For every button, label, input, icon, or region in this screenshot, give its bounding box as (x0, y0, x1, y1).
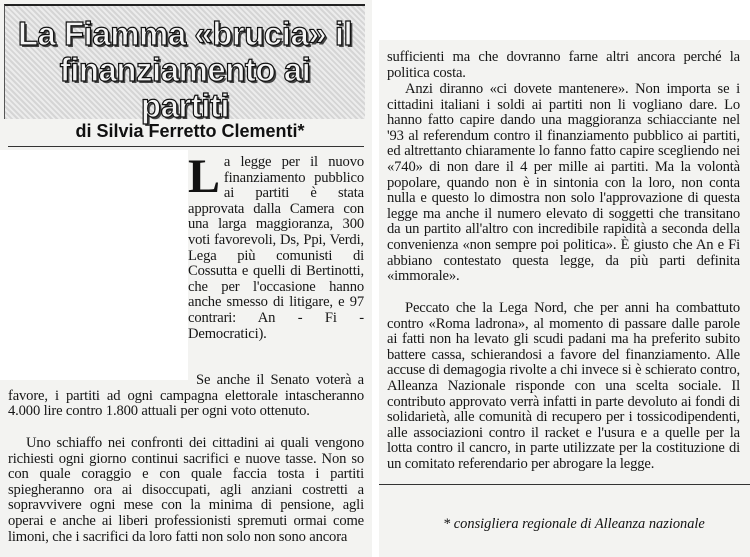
clipping-left (0, 0, 372, 557)
drop-cap: L (188, 150, 220, 203)
byline-rule (8, 146, 364, 147)
narrow-column (188, 150, 364, 342)
clipping-right (379, 40, 750, 557)
headline: La Fiamma «brucia» il finanziamento ai partiti (17, 15, 353, 124)
signature-note: * consigliera regionale di Alleanza nazionale (443, 516, 705, 532)
right-paragraph-0: sufficienti ma che dovranno farne altri ancora perché la politica costa. (387, 49, 740, 81)
byline: di Silvia Ferretto Clementi* (75, 121, 305, 141)
narrow-column-tail: Se anche il Senato voterà a favore, i partiti ad ogni campagna elettorale intascheranno 4.000 lire contro 1.800 attuali per ogni voto ottenuto. (8, 372, 364, 420)
right-paragraph-1: Anzi diranno «ci dovete mantenere». Non importa se i cittadini italiani i soldi ai partiti non li vogliano dare. Lo hanno fatto capire dando una maggioranza schiacciante nel '93 al referendum contro il finanziamento pubblico ai partiti, ed altrettanto chiaramente lo fanno fatto capire scegliendo nei «740» di non dare il 4 per mille ai partiti. Ma la volontà popolare, quando non è in sintonia con la loro, non conta nulla e questo lo dimostra non solo l'approvazione di questa legge ma anche il numero elevato di soggetti che transitano da un partito all'altro con incredibile rapidità a seconda della convenienza «non sempre poi politica». È giusto che An e Fi abbiano contestato questa legge, da più parti definita «immorale». (387, 81, 740, 285)
left-paragraph-2: Uno schiaffo nei confronti dei cittadini ai quali vengono richiesti ogni giorno continui sacrifici e nuove tasse. Non so con quale coraggio e con quale faccia tosta i partiti spiegheranno ora ai disoccupati, agli anziani costretti a sopravvivere ogni mese con la minima di pensione, agli operai e anche ai liberi professionisti spremuti ormai come limoni, che i sacrifici da loro fatti non solo non sono ancora (8, 435, 364, 545)
headline-box (4, 4, 365, 124)
blank-area (0, 150, 188, 380)
narrow-column-text: a legge per il nuovo finanziamento pubblico ai partiti è stata approvata dalla Camera con una larga maggioranza, 300 voti favorevoli, Ds, Ppi, Verdi, Lega più comunisti di Cossutta e quelli di Bertinotti, che per l'occasione hanno anche smesso di litigare, e 97 contrari: An - Fi -Democratici). (188, 154, 364, 342)
fold-line (379, 484, 750, 485)
right-paragraph-2: Peccato che la Lega Nord, che per anni ha combattuto contro «Roma ladrona», al momento di passare dalle parole ai fatti non ha levato gli scudi padani ma ha preferito subito battere cassa, schierandosi a favore del finanziamento. Alle accuse di demagogia rivolte a chi invece si è schierato contro, Alleanza Nazionale risponde con una scelta sociale. Il contributo approvato verrà infatti in parte devoluto ai fondi di solidarietà, alle comunità di recupero per i tossicodipendenti, alle associazioni contro il racket e l'usura e a quelle per la lotta contro il cancro, in parte utilizzate per la costituzione di un comitato referendario per abrogare la legge. (387, 300, 740, 472)
column-gap (372, 0, 379, 557)
